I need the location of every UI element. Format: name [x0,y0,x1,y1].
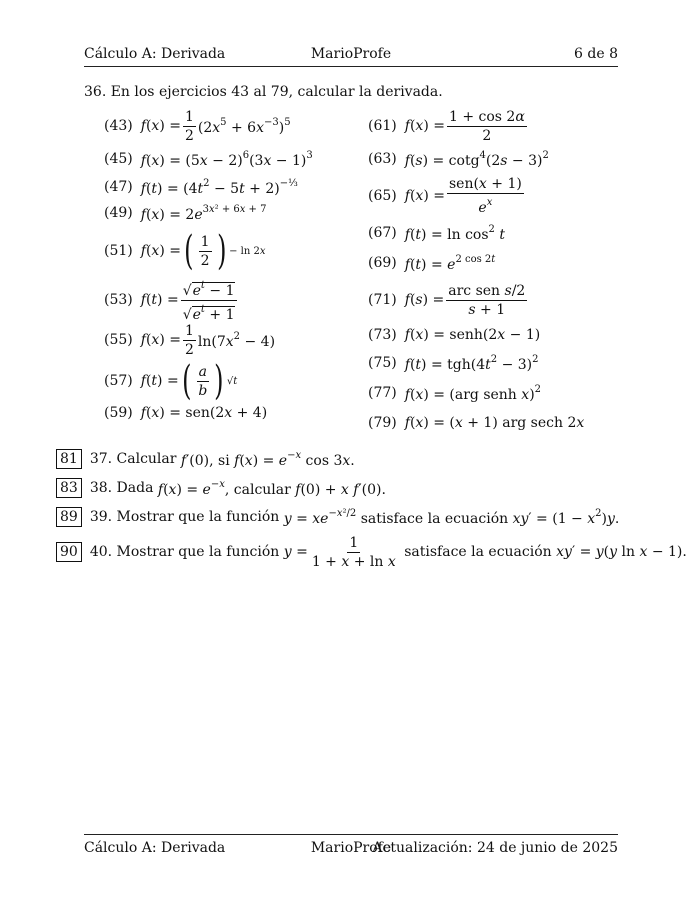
exercise-51: (51) f(x) = ( $\frac{1}{2}$ ) − ln 2x [104,228,266,274]
exercise-55: (55) f(x) = $\frac{1}{2}$ $\ln(7x^2 - 4)$ [104,322,276,358]
exercise-69: (69) $f(t) = e^{2 cos 2t}$ [368,253,496,273]
problem-reference-box: 81 [56,449,82,469]
exercise-57: (57) f(t) = ( $\frac{a}{b}$ ) √t [104,358,238,404]
footer-course: Cálculo A: Derivada [84,840,226,856]
problem-39: 89 39. Mostrar que la función $y = xe^{-x^2/2}$ satisface la ecuación $xy' = (1 - x^2)y$. [56,506,619,528]
exercise-49: (49) $f(x) = 2e^{3x^2 + 6x + 7}$ [104,203,267,223]
header-rule [84,66,618,67]
header-course: Cálculo A: Derivada [84,46,226,62]
exercise-43: (43) f(x) = $\frac{1}{2}$ $(2x^5 + 6x^{-3})^5$ [104,108,291,144]
exercise-45: (45) $f(x) = (5x - 2)^6(3x - 1)^3$ [104,149,313,169]
problem-37: 81 37. Calcular f′(0), si $f(x) = e^{-x}$ cos 3x. [56,448,355,470]
footer-updated-date: Actualización: 24 de junio de 2025 [372,840,618,856]
exercise-63: (63) $f(s) = \cot g^4(2s - 3)^2$ [368,149,549,169]
header-author: MarioProfe [310,46,392,62]
exercise-79: (79) f(x) = (x + 1) arg sech 2x [368,415,585,431]
page-header [84,46,618,68]
footer-rule [84,834,618,835]
exercise-61: (61) f(x) = $\frac{1 + \cos 2\alpha}{2}$ [368,108,525,144]
exercise-71: (71) f(s) = $\frac{\text{arc sen s/2}}{s + 1}$ [368,282,526,318]
problem-reference-box: 89 [56,507,82,527]
exercise-77: (77) f(x) = (arg senh x)$^2$ [368,383,542,403]
exercise-53: (53) f(t) = $\frac{√e^t - 1}{√e^t + 1}$ [104,280,239,320]
problem-38: 83 38. Dada $f(x) = e^{-x}$, calcular f(0) + x f′(0). [56,477,386,499]
exercise-47: (47) $f(t) = (4t^2 - 5t + 2)^{-\frac{1}{3}}$ [104,177,298,197]
problem-reference-box: 83 [56,478,82,498]
problem-reference-box: 90 [56,542,82,562]
exercise-59: (59) f(x) = sen(2x + 4) [104,405,268,421]
exercise-75: (75) $f(t) = tgh(4t^2 - 3)^2$ [368,353,539,373]
problem-36-intro: 36. En los ejercicios 43 al 79, calcular la derivada. [84,84,443,100]
header-page-number: 6 de 8 [574,46,618,62]
exercise-73: (73) f(x) = senh(2x − 1) [368,327,541,343]
problem-40: 90 40. Mostrar que la función y = $\frac{1}{\text{1 + x + ln x}}$ satisface la ecuación xy′ = y(y ln x − 1). [56,532,687,572]
exercise-65: (65) f(x) = $\frac{\text{sen(x + 1)}}{e^x}$ [368,176,522,216]
exercise-67: (67) $f(t) = \ln \cos^2 t$ [368,223,506,243]
footer-author: MarioProfe [310,840,392,856]
page-footer [84,840,618,862]
